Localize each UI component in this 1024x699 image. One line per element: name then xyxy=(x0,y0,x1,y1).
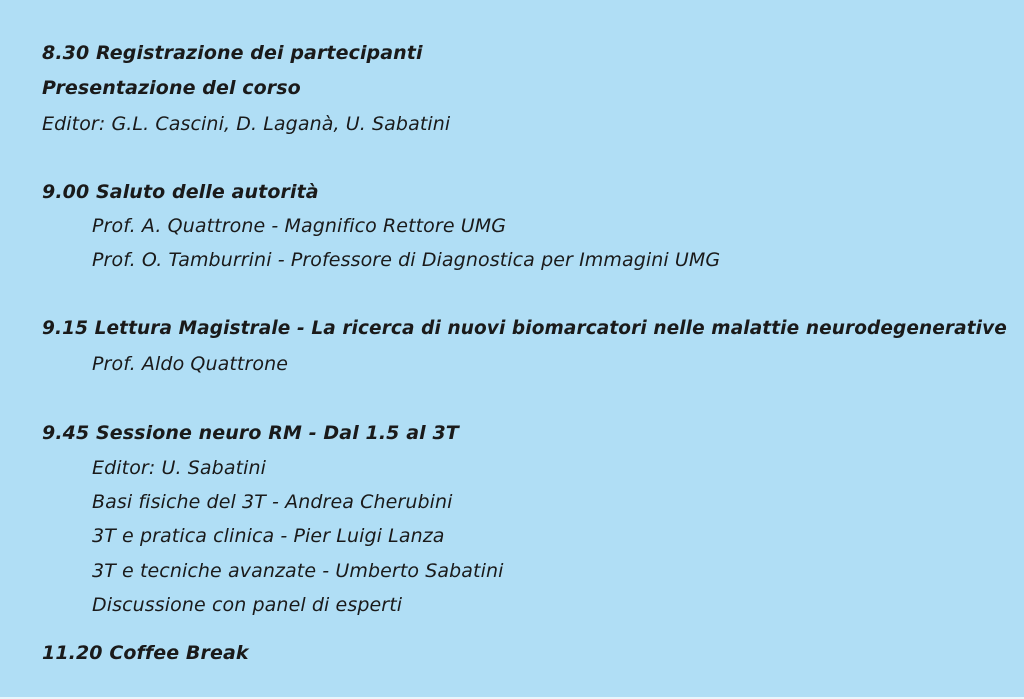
registration-line: 8.30 Registrazione dei partecipanti xyxy=(42,42,423,64)
coffee-break-line: 11.20 Coffee Break xyxy=(42,642,249,664)
session-title: 9.45 Sessione neuro RM - Dal 1.5 al 3T xyxy=(42,422,459,444)
greetings-title: 9.00 Saluto delle autorità xyxy=(42,181,319,203)
lecture-title: 9.15 Lettura Magistrale - La ricerca di nuovi biomarcatori nelle malattie neurodegenerative xyxy=(42,318,1007,339)
presentation-line: Presentazione del corso xyxy=(42,77,301,99)
editors-line: Editor: G.L. Cascini, D. Laganà, U. Sabatini xyxy=(42,113,451,135)
session-item-physics: Basi fisiche del 3T - Andrea Cherubini xyxy=(92,491,453,513)
session-item-clinical: 3T e pratica clinica - Pier Luigi Lanza xyxy=(92,525,445,547)
greetings-speaker-1: Prof. A. Quattrone - Magnifico Rettore UMG xyxy=(92,215,507,237)
greetings-speaker-2: Prof. O. Tamburrini - Professore di Diagnostica per Immagini UMG xyxy=(92,249,721,271)
lecture-speaker: Prof. Aldo Quattrone xyxy=(92,353,289,375)
session-item-discussion: Discussione con panel di esperti xyxy=(92,594,403,616)
session-item-advanced: 3T e tecniche avanzate - Umberto Sabatini xyxy=(92,560,504,582)
session-item-editor: Editor: U. Sabatini xyxy=(92,457,267,479)
